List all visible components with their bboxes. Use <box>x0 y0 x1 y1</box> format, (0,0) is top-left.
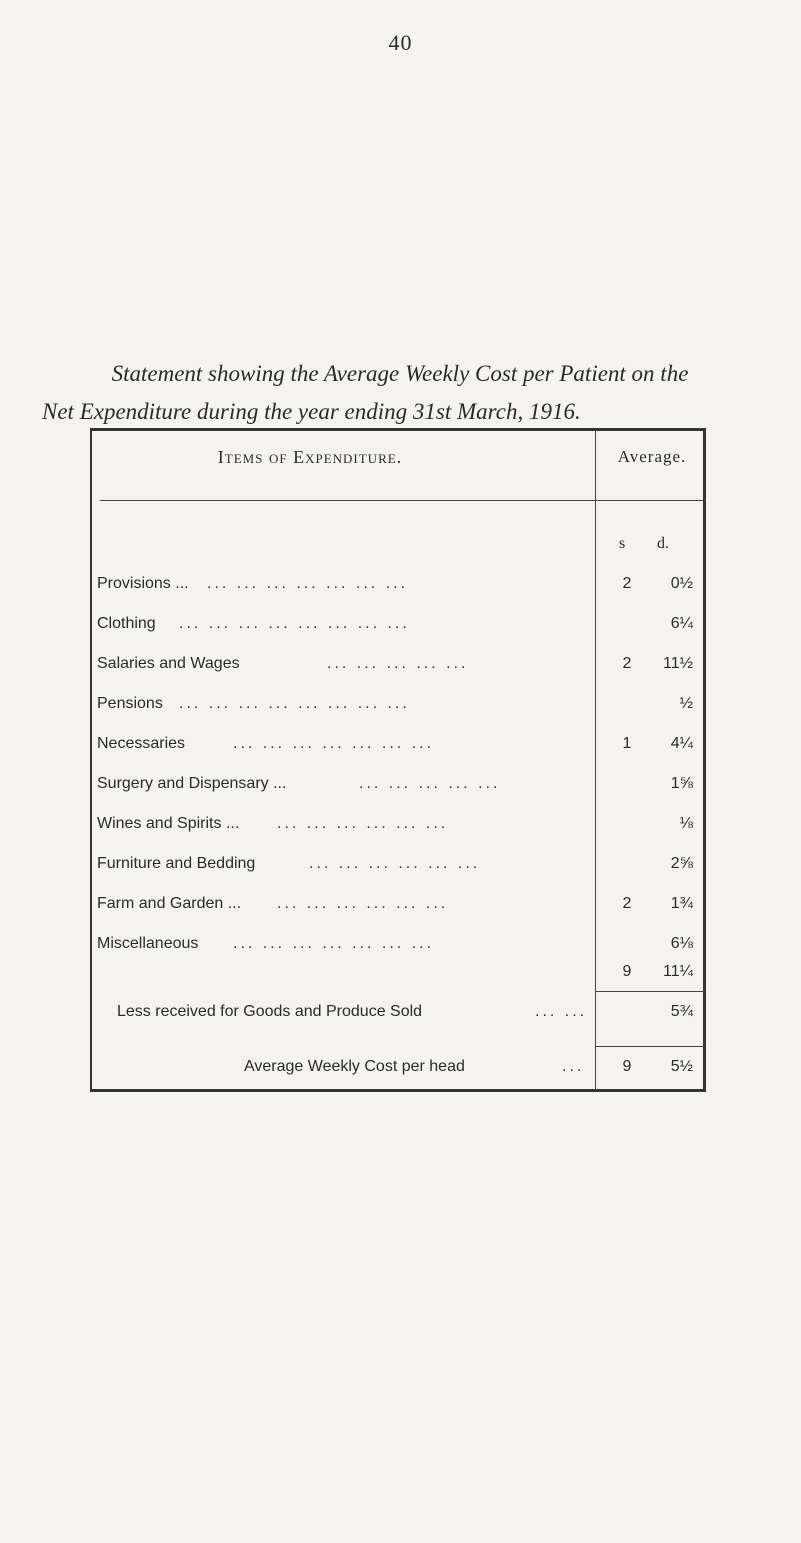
row-pence: 1¾ <box>670 895 693 912</box>
final-pence: 5½ <box>670 1058 693 1075</box>
final-row <box>97 1058 705 1088</box>
row-pence: 2⅝ <box>670 855 693 872</box>
row-label: Provisions ... <box>97 575 189 592</box>
row-pence: 11½ <box>663 655 693 672</box>
header-rule <box>100 500 706 501</box>
row-pence: ½ <box>679 695 693 712</box>
table-row <box>97 815 705 845</box>
unit-pence: d. <box>657 535 669 552</box>
table-row <box>97 695 705 725</box>
row-pence: 6⅛ <box>670 935 693 952</box>
leader-dots: ... ... ... ... ... ... ... <box>233 935 435 952</box>
items-column-header: Items of Expenditure. <box>217 447 403 467</box>
table-row <box>97 615 705 645</box>
row-label: Wines and Spirits ... <box>97 815 240 832</box>
leader-dots: ... ... ... ... ... ... ... <box>233 735 435 752</box>
table-row <box>97 655 705 685</box>
final-label: Average Weekly Cost per head <box>244 1058 465 1075</box>
row-shillings: 2 <box>622 895 632 912</box>
leader-dots: ... ... ... ... ... ... <box>277 895 449 912</box>
row-label: Surgery and Dispensary ... <box>97 775 287 792</box>
leader-dots: ... ... ... ... ... ... ... ... <box>179 695 410 712</box>
row-pence: 0½ <box>670 575 693 592</box>
row-label: Farm and Garden ... <box>97 895 242 912</box>
page-number: 40 <box>388 30 413 55</box>
leader-dots: ... ... ... ... ... ... <box>309 855 481 872</box>
average-column-header: Average. <box>617 447 687 466</box>
total-rule <box>595 1046 705 1047</box>
less-label: Less received for Goods and Produce Sold <box>117 1003 423 1020</box>
less-pence: 5¾ <box>670 1003 693 1020</box>
subtotal-shillings: 9 <box>622 963 632 980</box>
title-line-2: Net Expenditure during the year ending 31st March, 1916. <box>42 399 581 424</box>
subtotal-row <box>97 963 705 993</box>
title-line-1: Statement showing the Average Weekly Cost per Patient on the <box>111 361 689 386</box>
leader-dots: ... ... ... ... ... <box>359 775 501 792</box>
table-row <box>97 855 705 885</box>
table-row <box>97 735 705 765</box>
leader-dots: ... ... ... ... ... ... <box>277 815 449 832</box>
row-label: Pensions <box>97 695 163 712</box>
row-shillings: 2 <box>622 655 632 672</box>
table-row <box>97 575 705 605</box>
row-pence: 1⅝ <box>670 775 693 792</box>
leader-dots: ... ... ... ... ... <box>327 655 469 672</box>
row-label: Necessaries <box>97 735 186 752</box>
final-shillings: 9 <box>622 1058 632 1075</box>
subtotal-pence: 11¼ <box>663 963 693 980</box>
unit-shillings: s <box>619 535 626 552</box>
row-label: Miscellaneous <box>97 935 199 952</box>
table-row <box>97 775 705 805</box>
row-label: Clothing <box>97 615 156 632</box>
less-row <box>97 1003 705 1033</box>
table-row <box>97 895 705 925</box>
row-pence: ⅛ <box>679 815 693 832</box>
leader-dots: ... ... <box>535 1003 588 1020</box>
page-title <box>30 355 770 431</box>
row-pence: 4¼ <box>670 735 693 752</box>
row-shillings: 2 <box>622 575 632 592</box>
row-pence: 6¼ <box>670 615 693 632</box>
leader-dots: ... ... ... ... ... ... ... ... <box>179 615 410 632</box>
row-label: Salaries and Wages <box>97 655 240 672</box>
row-label: Furniture and Bedding <box>97 855 256 872</box>
row-shillings: 1 <box>622 735 632 752</box>
table-row <box>97 935 705 965</box>
leader-dots: ... ... ... ... ... ... ... <box>207 575 409 592</box>
leader-dots: ... <box>562 1058 585 1075</box>
